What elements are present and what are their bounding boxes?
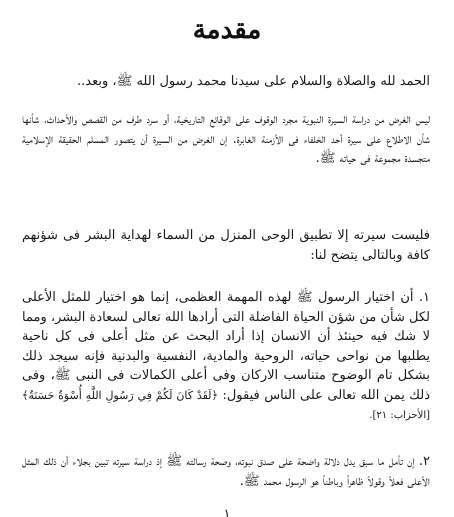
page-title: مقدمة <box>192 15 262 45</box>
quran-verse: ﴿لَقَدْ كَانَ لَكُمْ فِي رَسُولِ اللَّهِ أُسْوَةٌ حَسَنَةٌ﴾ <box>22 388 218 402</box>
paragraph-point-one <box>22 288 430 426</box>
paragraph-purpose: ليس الغرض من دراسة السيرة النبوية مجرد الوقوف على الوقائع التاريخية، أو سرد طرف من القصص والأحداث، شأنها شأن الاطلاع على سيرة أحد الخلفاء فى الأزمنة الغابرة. إن الغرض من السيرة أن يتصور المسلم الحقيقة الإسلامية متجسدة مجموعة فى حياته ﷺ. <box>22 112 430 166</box>
paragraph-sira: فليست سيرته إلا تطبيق الوحى المنزل من السماء لهداية البشر فى شؤنهم كافة وبالتالى يتضح لنا: <box>22 228 430 263</box>
point-one-text: ١. أن اختيار الرسول ﷺ لهذه المهمة العظمى، إنما هو اختيار للمثل الأعلى لكل شأن من شؤن الحياة الفاضلة التى أرادها الله تعالى لسعادة البشر، ومما لا شك فيه حينئذ أن الانسان إذا أراد البحث عن مثل أعلى فى كل ناحية يطلبها من نواحى حياته، الروحية والمادية، النفسية والبدنية فإنه سيجد ذلك بشكل تام الوضوح متناسب الاركان وفى أعلى الكمالات فى النبى ﷺ، وفى ذلك يمن الله تعالى على الناس فيقول: <box>22 290 431 403</box>
paragraph-opening: الحمد لله والصلاة والسلام على سيدنا محمد رسول الله ﷺ، وبعد.. <box>77 74 430 89</box>
verse-reference: [الأحزاب: ٢١]. <box>369 410 430 421</box>
paragraph-point-two: ٢. إن تأمل ما سبق يدل دلالة واضحة على صدق نبوته، وصحة رسالته ﷺ إذ دراسة سيرته تبين بجلاء أن ذلك المثل الأعلى فعلاً وقولاً ظاهراً وباطناً هو الرسول محمد ﷺ. <box>22 454 430 489</box>
page-number: ١ <box>223 507 231 517</box>
